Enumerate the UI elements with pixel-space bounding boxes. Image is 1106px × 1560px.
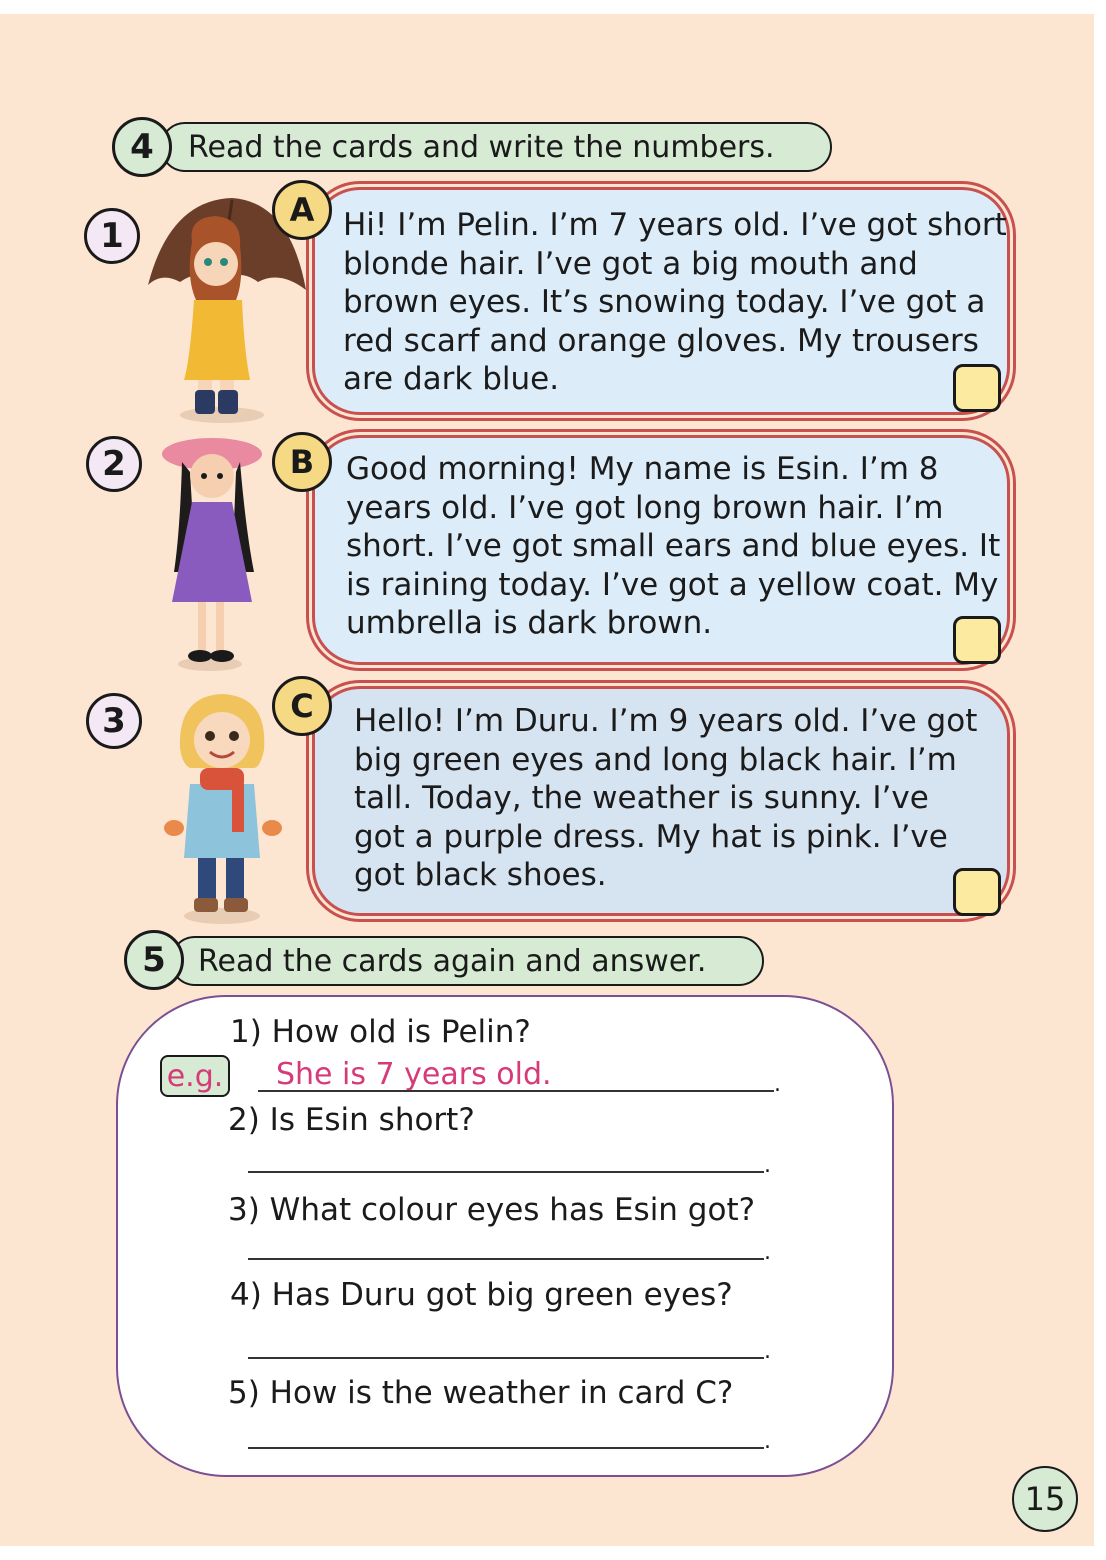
example-answer: She is 7 years old.	[276, 1057, 552, 1092]
line-4-period: .	[764, 1339, 771, 1364]
exercise-4-header	[160, 122, 832, 172]
question-3: 3) What colour eyes has Esin got?	[228, 1192, 756, 1228]
card-c-letter: C	[272, 676, 332, 736]
card-a-letter: A	[272, 180, 332, 240]
line-3-period: .	[764, 1240, 771, 1265]
card-a-text: Hi! I’m Pelin. I’m 7 years old. I’ve got short blonde hair. I’ve got a big mouth and brown eyes. It’s snowing today. I’ve got a red scarf and orange gloves. My trousers are dark blue.	[343, 207, 1007, 397]
answer-line-4[interactable]	[248, 1357, 764, 1359]
answer-line-1[interactable]	[258, 1090, 774, 1092]
example-label: e.g.	[160, 1055, 230, 1097]
card-a-answer-box[interactable]	[953, 364, 1001, 412]
card-b-answer-box[interactable]	[953, 616, 1001, 664]
page-number: 15	[1012, 1466, 1078, 1532]
card-c-answer-box[interactable]	[953, 868, 1001, 916]
exercise-4-instruction: Read the cards and write the numbers.	[188, 129, 775, 165]
card-c-text: Hello! I’m Duru. I’m 9 years old. I’ve got big green eyes and long black hair. I’m tall. Today, the weather is sunny. I’ve got a purple dress. My hat is pink. I’ve got black shoes.	[354, 703, 978, 893]
question-4: 4) Has Duru got big green eyes?	[230, 1277, 733, 1313]
exercise-5-header	[170, 936, 764, 986]
girl-with-pink-hat-illustration	[160, 432, 275, 672]
exercise-4-number: 4	[112, 117, 172, 177]
line-5-period: .	[764, 1429, 771, 1454]
picture-number-2: 2	[86, 436, 142, 492]
question-2: 2) Is Esin short?	[228, 1102, 475, 1138]
exercise-5-number: 5	[124, 930, 184, 990]
answer-line-5[interactable]	[248, 1447, 764, 1449]
question-1: 1) How old is Pelin?	[230, 1014, 531, 1050]
exercise-5-instruction: Read the cards again and answer.	[198, 943, 707, 979]
picture-number-3: 3	[86, 693, 142, 749]
line-2-period: .	[764, 1153, 771, 1178]
card-b-letter: B	[272, 432, 332, 492]
picture-number-1: 1	[84, 208, 140, 264]
answer-line-3[interactable]	[248, 1258, 764, 1260]
child-with-scarf-illustration	[160, 688, 290, 928]
card-b-text: Good morning! My name is Esin. I’m 8 years old. I’ve got long brown hair. I’m short. I’ve got small ears and blue eyes. It is raining today. I’ve got a yellow coat. My umbrella is dark brown.	[346, 451, 1001, 641]
answer-line-2[interactable]	[248, 1171, 764, 1173]
question-5: 5) How is the weather in card C?	[228, 1375, 734, 1411]
line-1-period: .	[774, 1072, 781, 1097]
